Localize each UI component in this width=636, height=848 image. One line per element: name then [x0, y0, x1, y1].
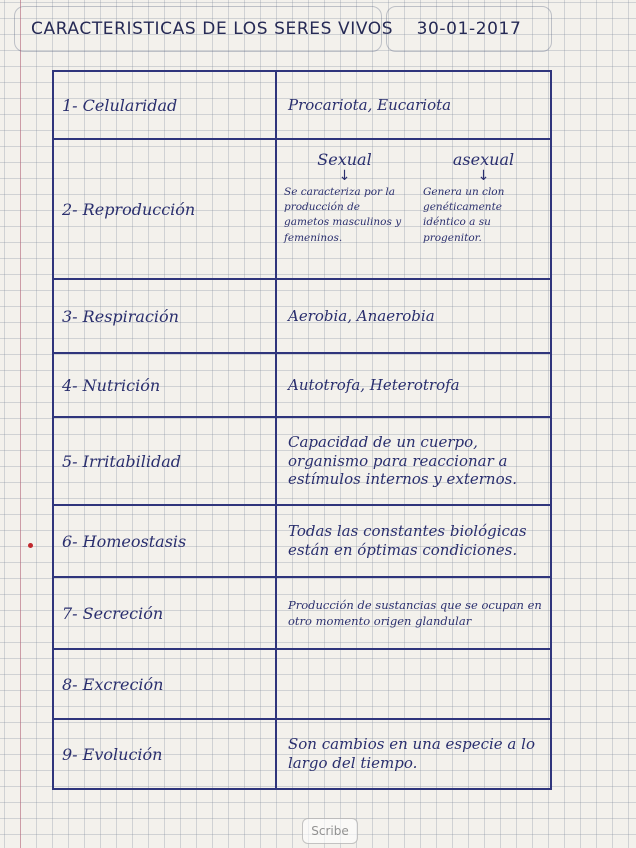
feature-description: Todas las constantes biológicas están en óptimas condiciones. [288, 522, 527, 559]
table-row [54, 720, 550, 788]
table-row [54, 418, 550, 506]
feature-description: Procariota, Eucariota [288, 95, 452, 114]
feature-label: 2- Reproducción [62, 199, 196, 219]
sexual-title: Sexual [317, 150, 372, 169]
table-row [54, 280, 550, 354]
feature-label: 4- Nutrición [62, 375, 161, 395]
feature-label: 5- Irritabilidad [62, 451, 181, 471]
table-row [54, 578, 550, 650]
feature-description: Producción de sustancias que se ocupan en otro momento origen glandular [288, 597, 542, 628]
feature-description [288, 650, 542, 718]
feature-label: 8- Excreción [62, 674, 164, 694]
page-title: CARACTERISTICAS DE LOS SERES VIVOS [31, 19, 394, 39]
feature-label: 9- Evolución [62, 744, 163, 764]
red-dot [28, 543, 33, 548]
table-row [54, 650, 550, 720]
sexual-text: Se caracteriza por la producción de gametos masculinos y femeninos. [284, 186, 402, 244]
title-box [14, 6, 394, 52]
asexual-column [409, 144, 548, 274]
feature-description: Autotrofa, Heterotrofa [288, 375, 460, 394]
table-row [54, 354, 550, 418]
feature-description: Son cambios en una especie a lo largo del tiempo. [288, 735, 535, 772]
asexual-text: Genera un clon genéticamente idéntico a su progenitor. [423, 186, 505, 244]
feature-label: 3- Respiración [62, 306, 179, 326]
scribe-watermark [302, 818, 358, 844]
characteristics-table [52, 70, 552, 790]
table-row [54, 506, 550, 578]
feature-description: Aerobia, Anaerobia [288, 306, 435, 325]
page-date: 30-01-2017 [416, 19, 522, 39]
asexual-title: asexual [452, 150, 515, 169]
feature-label: 1- Celularidad [62, 95, 178, 115]
reproduction-types [280, 144, 548, 274]
down-arrow-icon: ↓ [477, 168, 490, 184]
feature-label: 6- Homeostasis [62, 531, 187, 551]
feature-description: Capacidad de un cuerpo, organismo para reaccionar a estímulos internos y externos. [288, 432, 518, 489]
date-box [386, 6, 552, 52]
margin-line [20, 0, 21, 848]
feature-label: 7- Secreción [62, 603, 164, 623]
table-row [54, 140, 550, 280]
table-row [54, 72, 550, 140]
down-arrow-icon: ↓ [338, 168, 351, 184]
watermark-label: Scribe [311, 824, 349, 838]
sexual-column [280, 144, 409, 274]
